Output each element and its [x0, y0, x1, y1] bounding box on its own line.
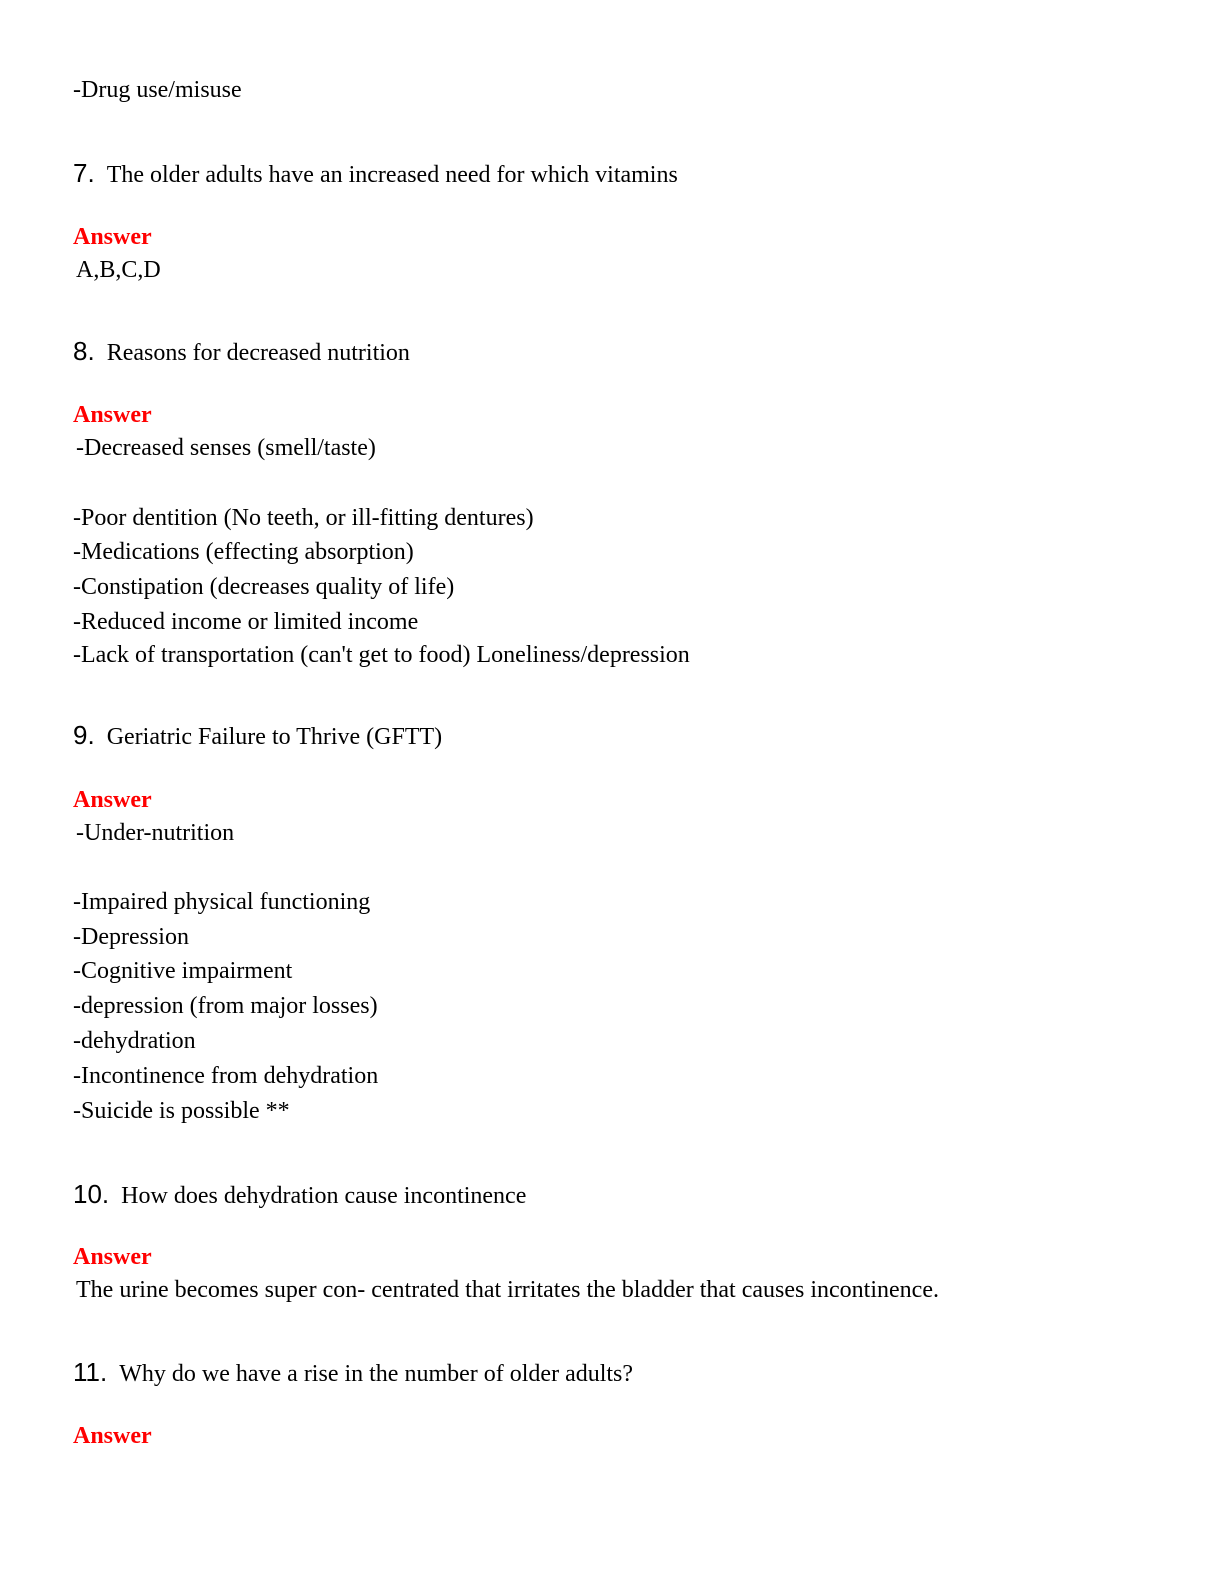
- answer-label: Answer: [73, 1423, 152, 1449]
- question-number: 7.: [73, 158, 95, 188]
- question-number: 10.: [73, 1179, 110, 1209]
- question-7: [73, 159, 678, 189]
- question-text: Geriatric Failure to Thrive (GFTT): [106, 724, 443, 750]
- question-8: [73, 337, 410, 367]
- answer-text: -Decreased senses (smell/taste): [76, 435, 376, 461]
- answer-label: Answer: [73, 1244, 152, 1270]
- answer-item: -depression (from major losses): [73, 993, 378, 1019]
- answer-text: -Under-nutrition: [76, 820, 235, 846]
- answer-text: A,B,C,D: [76, 257, 161, 283]
- question-text: Why do we have a rise in the number of older adults?: [119, 1361, 634, 1387]
- answer-text: The urine becomes super con- centrated that irritates the bladder that causes incontinence.: [76, 1277, 939, 1303]
- answer-label: Answer: [73, 224, 152, 250]
- question-number: 9.: [73, 720, 95, 750]
- question-number: 11.: [73, 1357, 108, 1387]
- answer-item: -Impaired physical functioning: [73, 889, 371, 915]
- question-text: Reasons for decreased nutrition: [106, 340, 410, 366]
- question-text: The older adults have an increased need for which vitamins: [106, 162, 678, 188]
- answer-item: -Incontinence from dehydration: [73, 1063, 379, 1089]
- answer-label: Answer: [73, 402, 152, 428]
- answer-item: -Cognitive impairment: [73, 958, 293, 984]
- answer-item: -Lack of transportation (can't get to food) Loneliness/depression: [73, 642, 690, 668]
- answer-item: -dehydration: [73, 1028, 196, 1054]
- question-10: [73, 1180, 526, 1210]
- question-text: How does dehydration cause incontinence: [121, 1183, 527, 1209]
- answer-item: -Reduced income or limited income: [73, 609, 419, 635]
- answer-item: -Medications (effecting absorption): [73, 539, 414, 565]
- answer-item: -Poor dentition (No teeth, or ill-fitting dentures): [73, 505, 534, 531]
- question-9: [73, 721, 442, 751]
- answer-item: -Suicide is possible **: [73, 1098, 290, 1124]
- answer-item: -Depression: [73, 924, 189, 950]
- question-11: [73, 1358, 633, 1388]
- answer-item: -Constipation (decreases quality of life): [73, 574, 455, 600]
- answer-label: Answer: [73, 787, 152, 813]
- continuation-text: -Drug use/misuse: [73, 77, 242, 103]
- question-number: 8.: [73, 336, 95, 366]
